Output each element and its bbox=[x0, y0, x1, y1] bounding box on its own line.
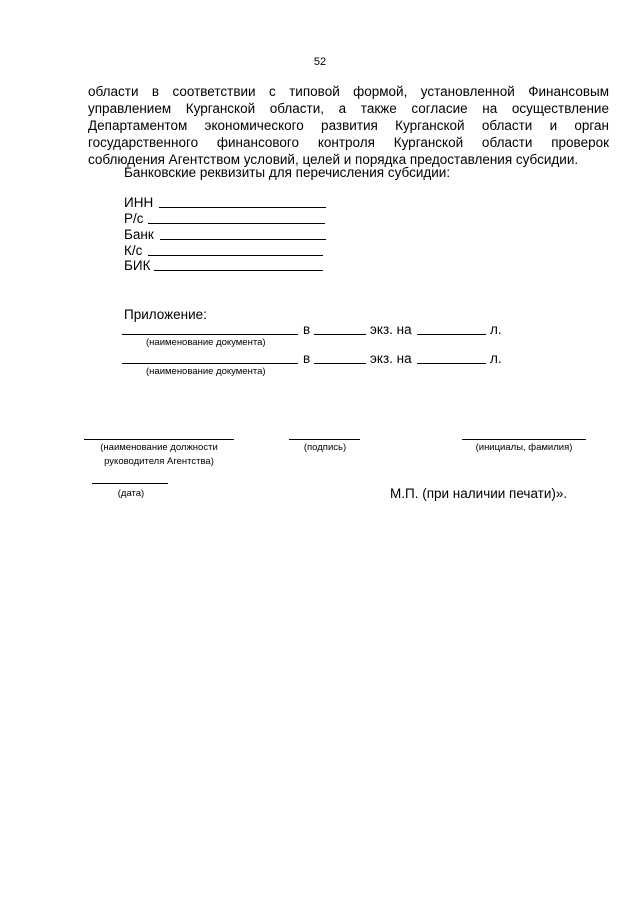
account-label: Р/с bbox=[124, 211, 144, 226]
appendix-copies-word: экз. на bbox=[370, 351, 412, 366]
position-caption: (наименование должности bbox=[100, 442, 218, 453]
stamp-note: М.П. (при наличии печати)». bbox=[390, 486, 568, 501]
appendix-sheets-line bbox=[417, 363, 486, 364]
initials-caption: (инициалы, фамилия) bbox=[475, 442, 573, 453]
inn-label: ИНН bbox=[124, 195, 154, 210]
appendix-in-word: в bbox=[303, 322, 311, 337]
paragraph-line: области в соответствии с типовой формой, установленной Финансовым bbox=[88, 84, 609, 99]
appendix-doc-caption: (наименование документа) bbox=[146, 337, 266, 348]
position-line bbox=[84, 439, 234, 440]
appendix-copies-line bbox=[314, 334, 366, 335]
appendix-copies-word: экз. на bbox=[370, 322, 412, 337]
signature-caption: (подпись) bbox=[303, 442, 347, 453]
date-line bbox=[92, 483, 168, 484]
paragraph-line: государственного финансового контроля Курганской области проверок bbox=[88, 135, 609, 150]
appendix-doc-caption: (наименование документа) bbox=[146, 366, 266, 377]
account-blank-line bbox=[148, 223, 325, 224]
bank-blank-line bbox=[160, 239, 326, 240]
paragraph-line: Департаментом экономического развития Курганской области и орган bbox=[88, 118, 609, 133]
bik-label: БИК bbox=[124, 258, 151, 273]
body-paragraph bbox=[88, 83, 609, 168]
position-caption-2: руководителя Агентства) bbox=[104, 456, 214, 467]
date-caption: (дата) bbox=[117, 488, 145, 499]
corr-account-label: К/с bbox=[124, 243, 143, 258]
page-number: 52 bbox=[313, 56, 327, 68]
bank-label: Банк bbox=[124, 227, 154, 242]
appendix-doc-line bbox=[122, 334, 298, 335]
appendix-sheets-word: л. bbox=[490, 351, 502, 366]
bank-details-heading: Банковские реквизиты для перечисления субсидии: bbox=[124, 165, 451, 180]
initials-line bbox=[462, 439, 586, 440]
bik-blank-line bbox=[154, 270, 323, 271]
inn-blank-line bbox=[159, 207, 326, 208]
corr-account-blank-line bbox=[148, 255, 323, 256]
signature-line bbox=[289, 439, 360, 440]
paragraph-line: соблюдения Агентством условий, целей и порядка предоставления субсидии. bbox=[88, 152, 579, 167]
appendix-in-word: в bbox=[303, 351, 311, 366]
appendix-sheets-word: л. bbox=[490, 322, 502, 337]
appendix-title: Приложение: bbox=[124, 307, 207, 322]
paragraph-line: управлением Курганской области, а также согласие на осуществление bbox=[88, 101, 609, 116]
appendix-copies-line bbox=[314, 363, 366, 364]
appendix-doc-line bbox=[122, 363, 298, 364]
appendix-sheets-line bbox=[417, 334, 486, 335]
